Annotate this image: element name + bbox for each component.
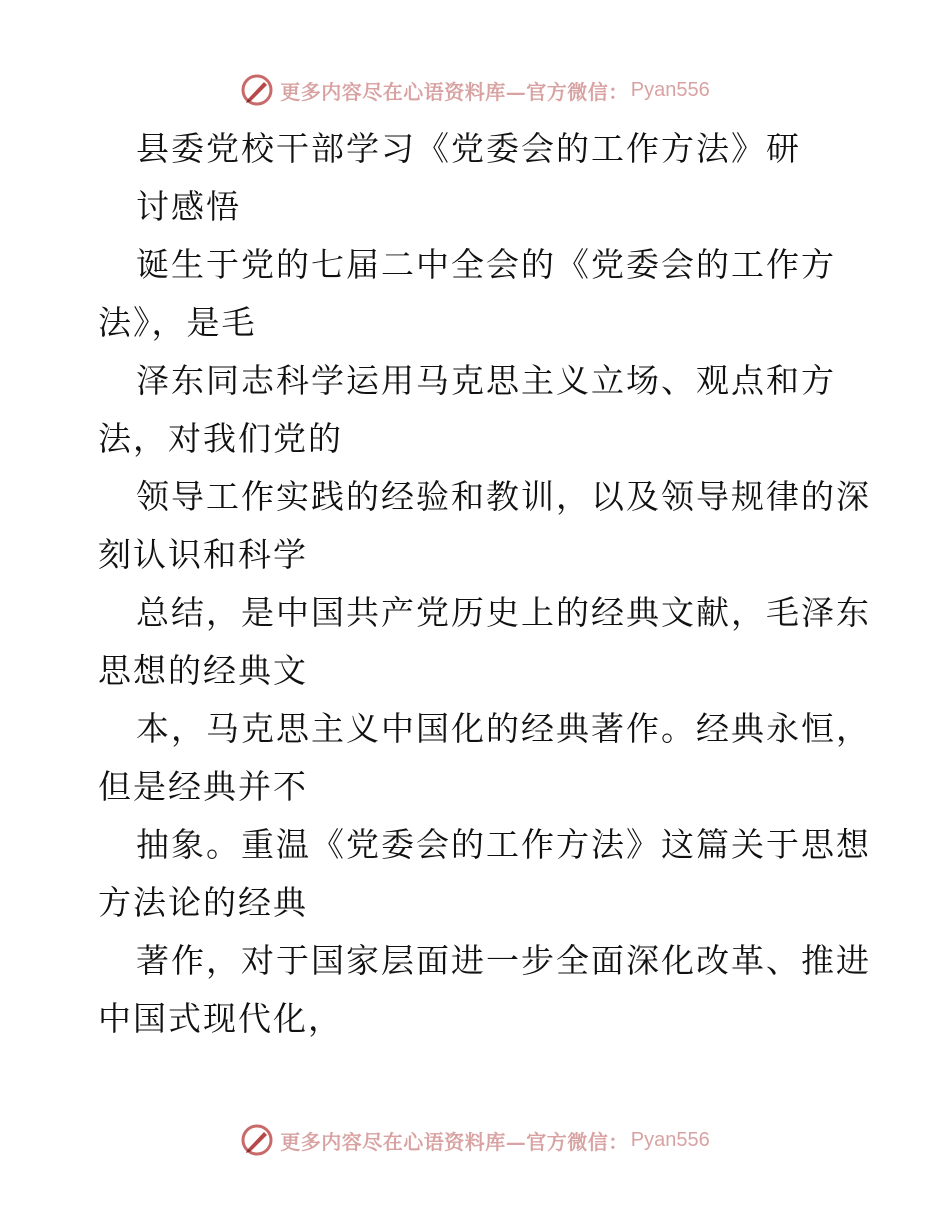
watermark-wechat-id: Pyan556 (630, 1128, 710, 1151)
paragraph-line: 思想的经典文 (98, 651, 308, 690)
paragraph-line: 领导工作实践的经验和教训，以及领导规律的深 (136, 477, 871, 516)
title-line: 讨感悟 (136, 187, 241, 226)
watermark-text: 更多内容尽在心语资料库—官方微信： (280, 1129, 629, 1154)
title-line: 县委党校干部学习《党委会的工作方法》研 (136, 129, 801, 168)
pen-circle-logo-icon (240, 73, 274, 107)
pen-circle-logo-icon (240, 1123, 274, 1157)
paragraph-line: 著作，对于国家层面进一步全面深化改革、推进 (136, 941, 871, 980)
paragraph-line: 诞生于党的七届二中全会的《党委会的工作方 (136, 245, 836, 284)
paragraph-line: 中国式现代化， (98, 999, 343, 1038)
paragraph-line: 抽象。重温《党委会的工作方法》这篇关于思想 (136, 825, 871, 864)
paragraph-line: 本，马克思主义中国化的经典著作。经典永恒， (136, 709, 871, 748)
header-watermark (0, 70, 950, 110)
footer-watermark (0, 1120, 950, 1160)
paragraph-line: 总结，是中国共产党历史上的经典文献，毛泽东 (136, 593, 871, 632)
document-body (98, 120, 871, 1048)
paragraph-line: 法》，是毛 (98, 303, 257, 342)
watermark-wechat-id: Pyan556 (630, 78, 710, 101)
watermark-text: 更多内容尽在心语资料库—官方微信： (280, 79, 629, 104)
paragraph-line: 刻认识和科学 (98, 535, 308, 574)
paragraph-line: 法，对我们党的 (98, 419, 343, 458)
paragraph-line: 方法论的经典 (98, 883, 308, 922)
paragraph-line: 但是经典并不 (98, 767, 308, 806)
paragraph-line: 泽东同志科学运用马克思主义立场、观点和方 (136, 361, 836, 400)
